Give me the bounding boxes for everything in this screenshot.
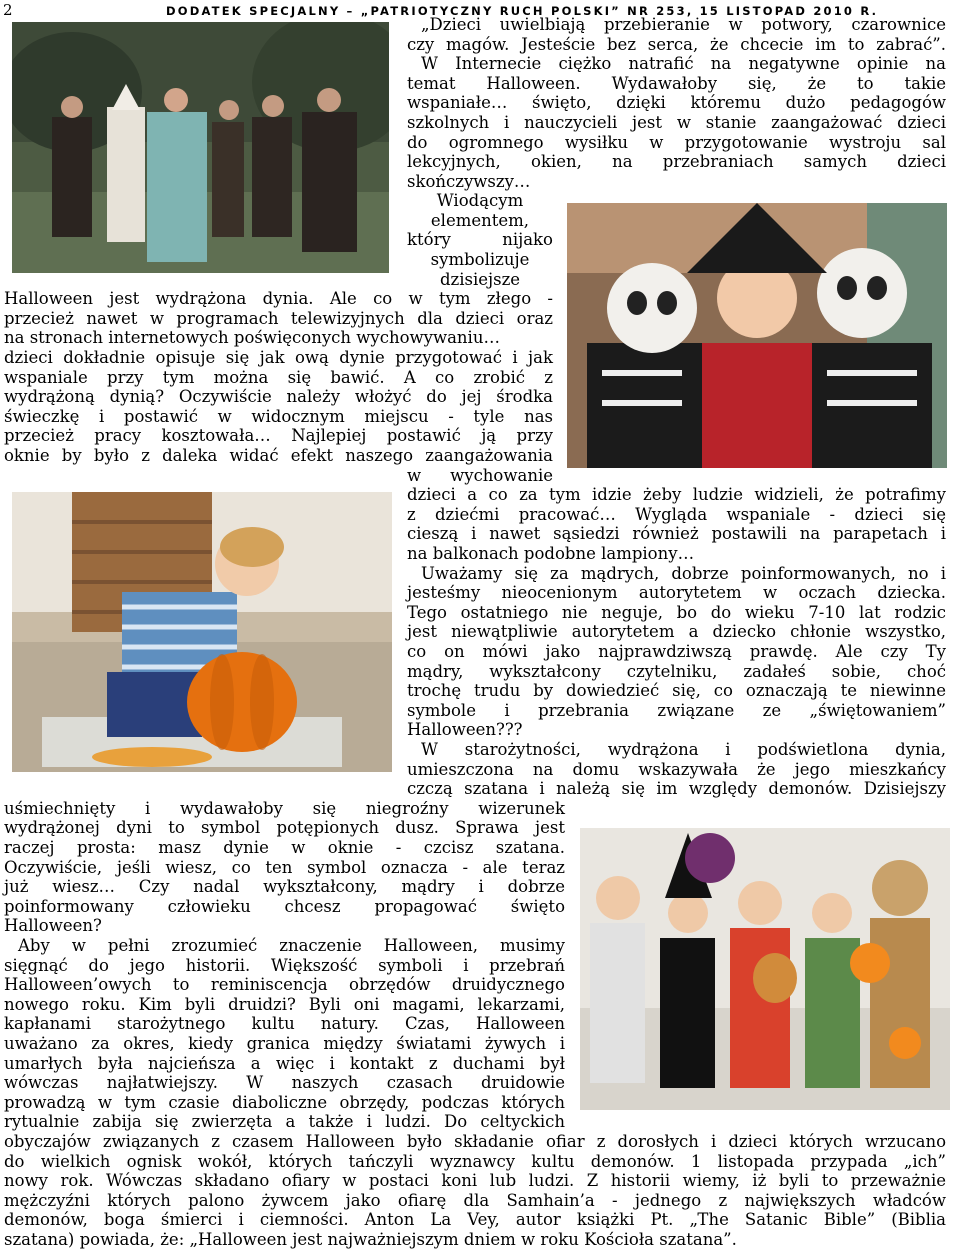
text-line: jesteśmy nieocenionym autorytetem w oczach dziecka. — [407, 583, 946, 602]
toddler-pumpkin-photo — [12, 492, 392, 772]
text-line: Halloween jest wydrążona dynia. Ale co w tym złego - — [4, 289, 553, 308]
text-line: lekcyjnych, okien, na przebraniach samych dzieci — [407, 152, 946, 171]
text-line: dzieci a co za tym idzie żeby ludzie widzieli, że potrafimy — [407, 485, 946, 504]
text-line: umarłych była najcieńsza a więc i kontakt z duchami był — [4, 1054, 565, 1073]
text-line: wspaniale przy tym można się bawić. A co zrobić z — [4, 368, 553, 387]
text-line: umieszczona na domu wskazywała że jego mieszkańcy — [407, 760, 946, 779]
text-line: co on mówi jako najprawdziwszą prawdę. Ale czy Ty — [407, 642, 946, 661]
text-line: nowego roku. Kim byli druidzi? Byli oni magami, lekarzami, — [4, 995, 565, 1014]
children-skeleton-costumes-photo — [567, 203, 947, 468]
text-line: wydrążonej dyni to symbol potępionych dusz. Sprawa jest — [4, 818, 565, 837]
text-line: W starożytności, wydrążona i podświetlona dynia, — [421, 740, 946, 759]
text-line: czy magów. Jesteście bez serca, że chcecie im to zabrać”. — [407, 35, 946, 54]
text-line: Uważamy się za mądrych, dobrze poinformowanych, no i — [421, 564, 946, 583]
text-line: rytualnie zabija się zwierzęta a także i ludzi. Do celtyckich — [4, 1112, 565, 1131]
text-line: Halloween? — [4, 916, 102, 935]
text-line: poinformowany człowieku chcesz propagować święto — [4, 897, 565, 916]
text-line: W Internecie ciężko natrafić na negatywne opinie na — [421, 54, 946, 73]
text-line: wówczas najłatwiejszy. W naszych czasach druidowie — [4, 1073, 565, 1092]
text-line: na stronach internetowych poświęconych wychowywaniu… — [4, 328, 500, 347]
text-line: Halloween’owych to reminiscencja obrzędów druidycznego — [4, 975, 565, 994]
text-line: wspaniałe… święto, dzięki któremu dużo pedagogów — [407, 93, 946, 112]
text-line: który nijako — [407, 230, 553, 249]
text-line: uważano za okres, kiedy granica między światami żywych i — [4, 1034, 565, 1053]
text-line: wydrążoną dynią? Oczywiście należy włożyć do jej środka — [4, 387, 553, 406]
text-line: na balkonach podobne lampiony… — [407, 544, 695, 563]
text-line: szatana) powiada, że: „Halloween jest najważniejszym dniem w roku Kościoła szatana”. — [4, 1230, 737, 1249]
text-line: Oczywiście, jeśli wiesz, co ten symbol oznacza - ale teraz — [4, 858, 565, 877]
text-line: przecież nawet w programach telewizyjnych dla dzieci oraz — [4, 309, 553, 328]
text-line: czczą szatana i należą się im względy demonów. Dzisiejszy — [407, 779, 946, 798]
text-line: oknie by było z daleka widać efekt naszego zaangażowania — [4, 446, 553, 465]
text-line: dzisiejsze — [439, 270, 521, 289]
text-line: uśmiechnięty i wydawałoby się niegroźny wizerunek — [4, 799, 565, 818]
text-line: trochę trudu by dowiedzieć się, co oznaczają te niewinne — [407, 681, 946, 700]
text-line: kapłanami starożytnego kultu natury. Czas, Halloween — [4, 1014, 565, 1033]
text-line: raczej prosta: masz dynie w oknie - czcisz szatana. — [4, 838, 565, 857]
text-line: sięgnąć do jego historii. Większość symboli i przebrań — [4, 956, 565, 975]
text-line: temat Halloween. Wydawałoby się, że to takie — [407, 74, 946, 93]
text-line: skończywszy… — [407, 172, 531, 191]
druid-ritual-photo — [12, 22, 389, 273]
text-line: demonów, boga śmierci i ciemności. Anton La Vey, autor książki Pt. „The Satanic Bible” (Biblia — [4, 1210, 946, 1229]
text-line: do ogromnego wysiłku w przygotowanie wystroju sal — [407, 133, 946, 152]
text-line: dzieci dokładnie opisuje się jak ową dynie przygotować i jak — [4, 348, 553, 367]
text-line: Halloween??? — [407, 720, 523, 739]
running-header: DODATEK SPECJALNY – „PATRIOTYCZNY RUCH POLSKI” NR 253, 15 LISTOPAD 2010 R. — [166, 4, 879, 18]
page-number: 2 — [3, 1, 13, 19]
text-line: symbole i przebrania związane ze „świętowaniem” — [407, 701, 946, 720]
text-line: przecież pracy kosztowała… Najlepiej postawić ją przy — [4, 426, 553, 445]
text-line: nowy rok. Wówczas składano ofiary w postaci koni lub ludzi. Z historii wiemy, iż byli to przeważnie — [4, 1171, 946, 1190]
text-line: Tego ostatniego nie neguje, bo do wieku 7-10 lat rodzic — [407, 603, 946, 622]
text-line: prowadzą w tym czasie diaboliczne obrzędy, podczas których — [4, 1093, 565, 1112]
text-line: elementem, — [430, 211, 530, 230]
text-line: świeczkę i postawić w widocznym miejscu - tyle nas — [4, 407, 553, 426]
text-line: w wychowanie — [407, 466, 553, 485]
text-line: Wiodącym — [436, 191, 524, 210]
text-line: szkolnych i nauczycieli jest w stanie zaangażować dzieci — [407, 113, 946, 132]
text-line: do wielkich ognisk wokół, których tańczyli wyznawcy kultu demonów. 1 listopada przypada „ich” — [4, 1152, 946, 1171]
costumed-children-group-photo — [580, 828, 950, 1110]
text-line: z dziećmi pracować… Wygląda wspaniale - dzieci się — [407, 505, 946, 524]
text-line: symbolizuje — [430, 250, 530, 269]
text-line: jest niewątpliwie autorytetem a dziecko chłonie wszystko, — [407, 622, 946, 641]
text-line: już wiesz… Czy nadal wykształcony, mądry i dobrze — [4, 877, 565, 896]
text-line: „Dzieci uwielbiają przebieranie w potwory, czarownice — [421, 15, 946, 34]
text-line: mężczyźni których palono żywcem jako ofiarę dla Samhain’a - jednego z największych władców — [4, 1191, 946, 1210]
text-line: obyczajów związanych z czasem Halloween było składanie ofiar z dorosłych i dzieci których wrzucano — [4, 1132, 946, 1151]
text-line: Aby w pełni zrozumieć znaczenie Halloween, musimy — [18, 936, 565, 955]
text-line: mądry, wykształcony czytelniku, zadałeś sobie, choć — [407, 662, 946, 681]
text-line: cieszą i nawet sąsiedzi również postawili na parapetach i — [407, 524, 946, 543]
